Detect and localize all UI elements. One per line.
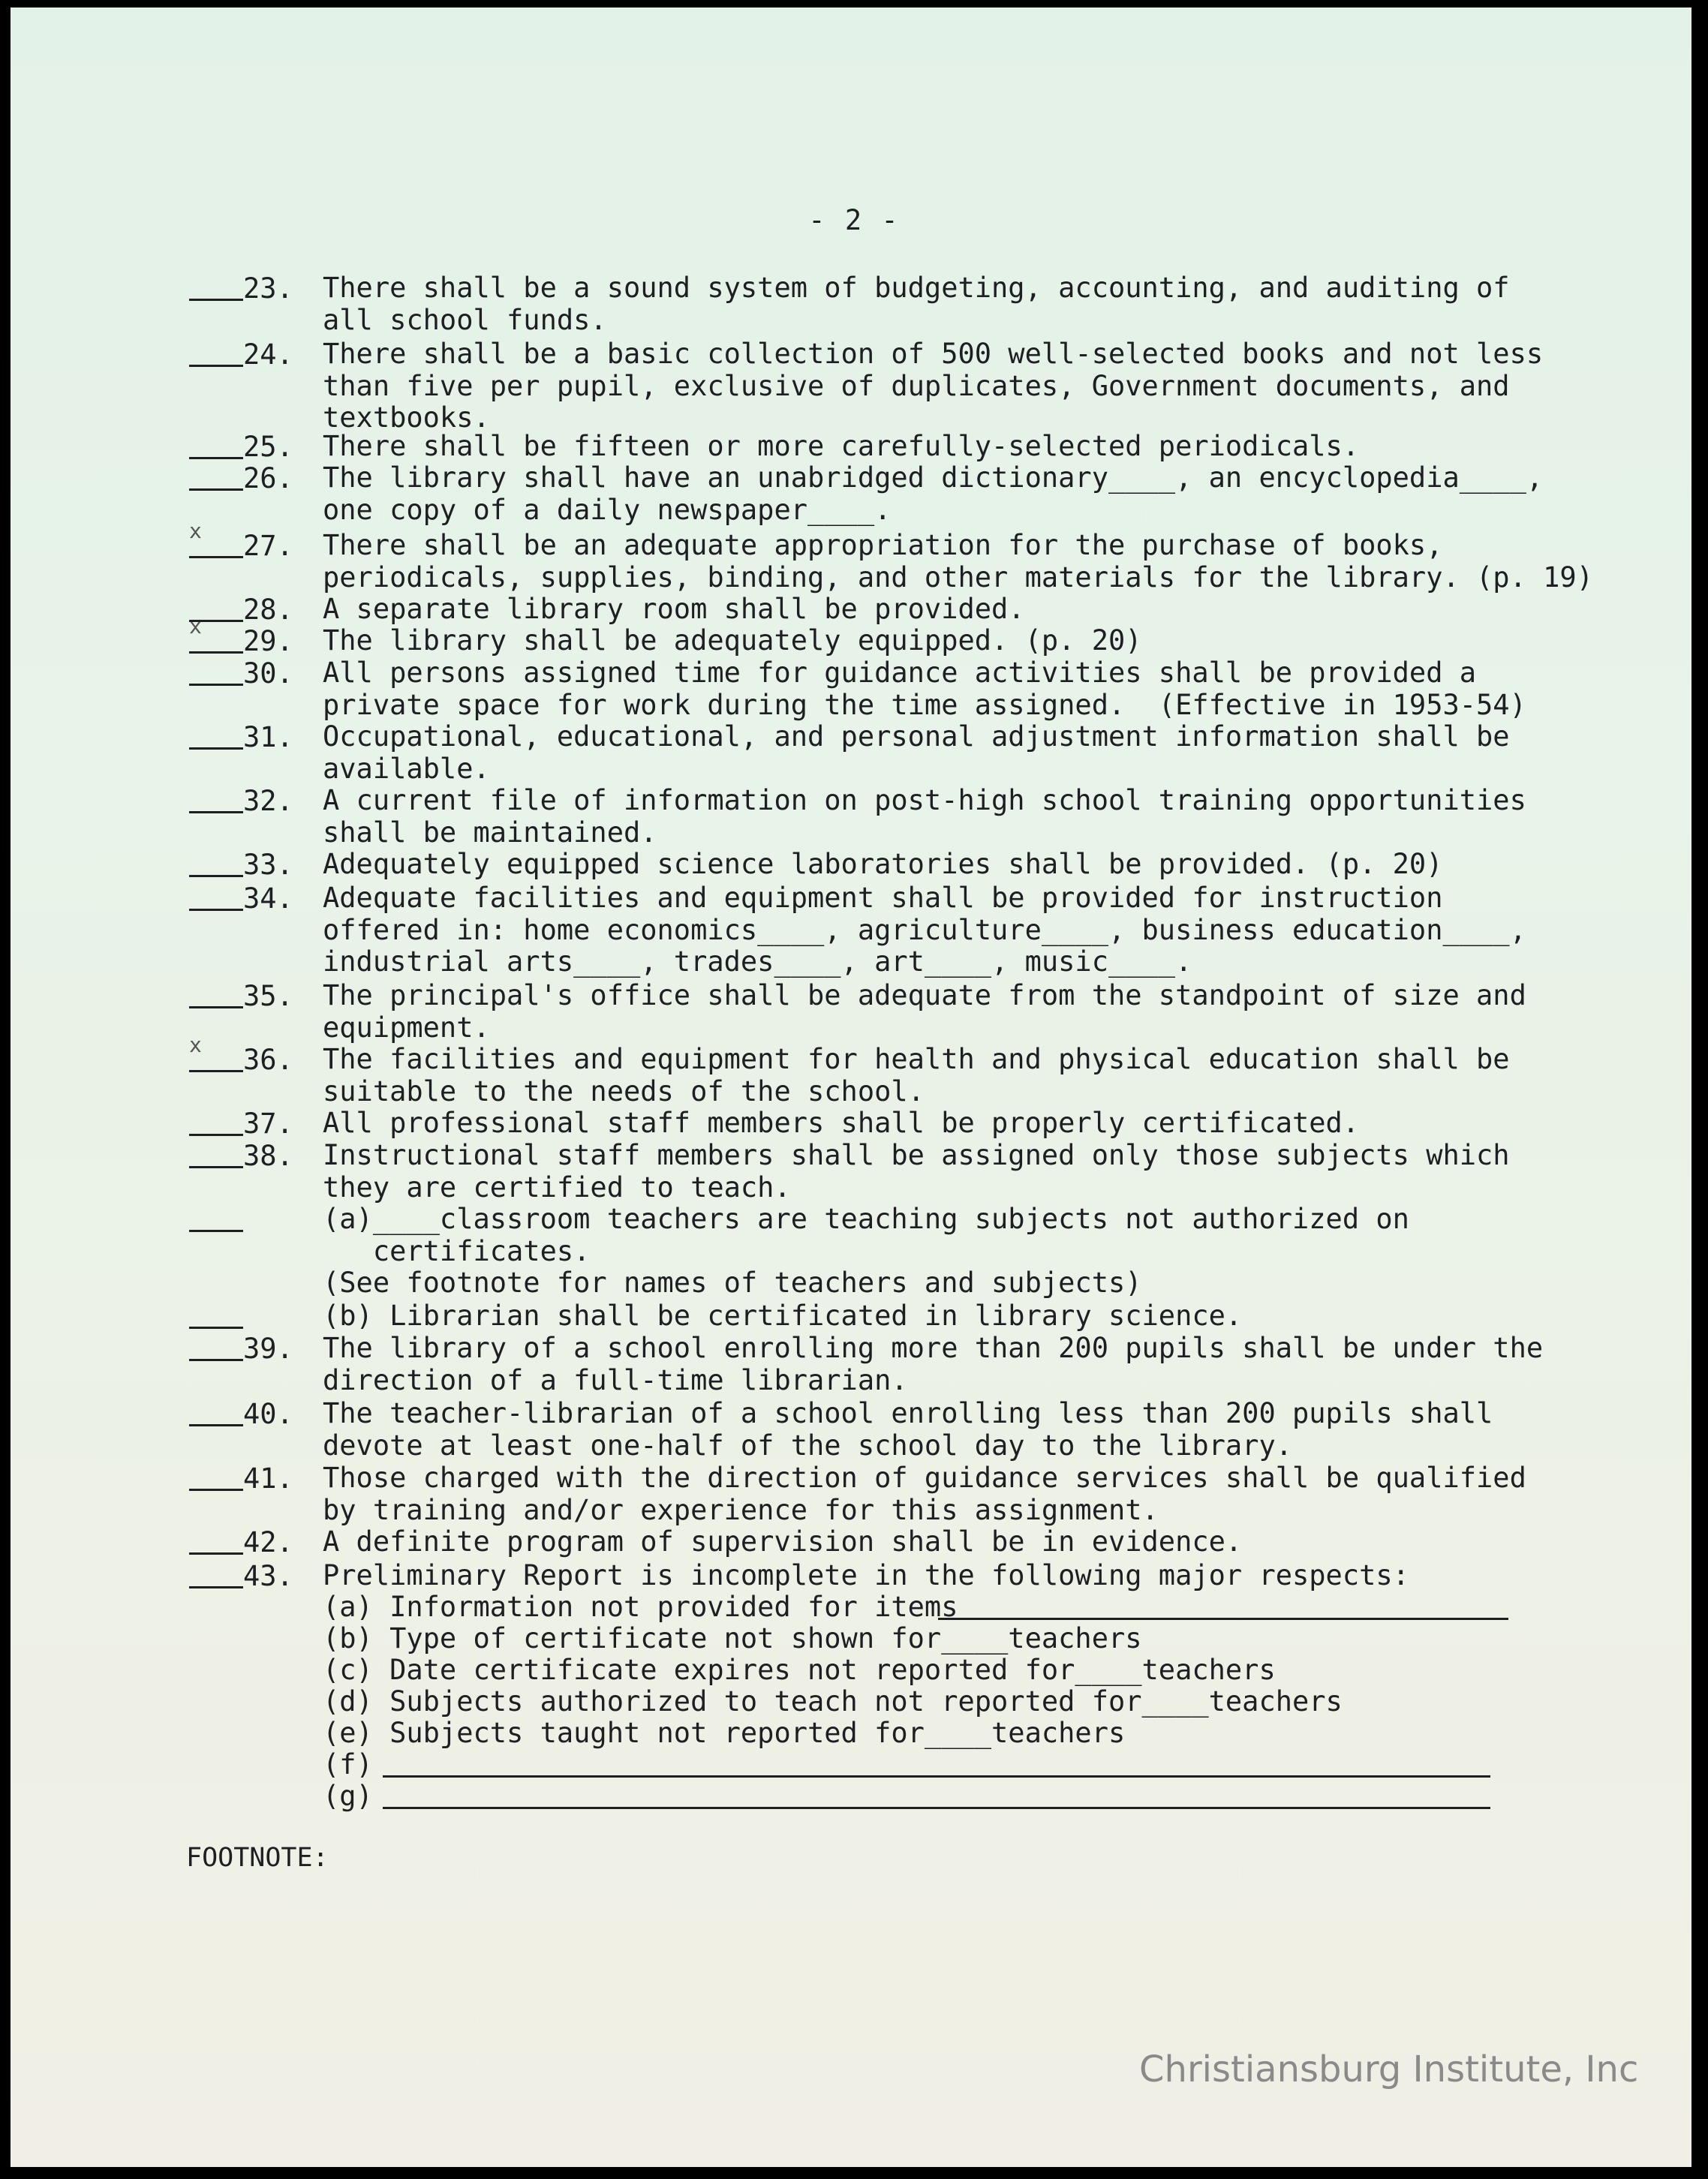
checklist-item-40 xyxy=(189,1397,293,1430)
subitem-a: (a) Information not provided for items xyxy=(323,1591,958,1623)
check-blank[interactable] xyxy=(189,979,243,1008)
check-blank[interactable] xyxy=(189,1139,243,1168)
checklist-item-38 xyxy=(189,1139,293,1172)
item-text-line: than five per pupil, exclusive of duplicates, Government documents, and xyxy=(323,369,1510,402)
answer-line[interactable] xyxy=(938,1618,1508,1620)
item-text-line: Occupational, educational, and personal adjustment information shall be xyxy=(323,720,1510,753)
item-text-line: Instructional staff members shall be assigned only those subjects which xyxy=(323,1139,1510,1171)
item-text-line: textbooks. xyxy=(323,401,490,434)
item-number: 32. xyxy=(243,785,293,817)
item-text-line: A definite program of supervision shall be in evidence. xyxy=(323,1525,1243,1558)
item-number: 33. xyxy=(243,849,293,881)
item-text-line: All professional staff members shall be properly certificated. xyxy=(323,1107,1360,1139)
check-blank[interactable] xyxy=(189,720,243,750)
check-blank[interactable] xyxy=(189,784,243,813)
checklist-item-31 xyxy=(189,720,293,753)
check-blank[interactable] xyxy=(189,1462,243,1491)
item-number: 40. xyxy=(243,1398,293,1430)
item-text-line: There shall be a basic collection of 500 well-selected books and not less xyxy=(323,338,1544,370)
item-text-line: one copy of a daily newspaper____. xyxy=(323,493,892,526)
item-number: 26. xyxy=(243,462,293,494)
item-text-line: There shall be fifteen or more carefully-selected periodicals. xyxy=(323,430,1360,462)
subitem-d: (d) Subjects authorized to teach not reported for____teachers xyxy=(323,1685,1343,1718)
item-text-line: Those charged with the direction of guidance services shall be qualified xyxy=(323,1462,1526,1494)
subitem-b: (b) Type of certificate not shown for____teachers xyxy=(323,1622,1142,1655)
item-text-line: Adequately equipped science laboratories shall be provided. (p. 20) xyxy=(323,848,1443,880)
item-number: 43. xyxy=(243,1560,293,1592)
check-blank[interactable] xyxy=(189,1332,243,1361)
checklist-item-27 xyxy=(189,518,293,562)
check-blank[interactable] xyxy=(189,461,243,491)
item-text-line: Preliminary Report is incomplete in the following major respects: xyxy=(323,1559,1409,1591)
item-text-line: equipment. xyxy=(323,1011,490,1044)
item-number: 25. xyxy=(243,431,293,463)
check-blank[interactable] xyxy=(189,848,243,877)
checklist-item-42 xyxy=(189,1525,293,1558)
footnote-label: FOOTNOTE: xyxy=(186,1843,329,1873)
item-text-line: A current file of information on post-high school training opportunities xyxy=(323,784,1526,816)
item-text-line: private space for work during the time assigned. (Effective in 1953-54) xyxy=(323,688,1526,721)
check-blank[interactable] xyxy=(189,430,243,459)
item-number: 39. xyxy=(243,1333,293,1365)
checklist-item-41 xyxy=(189,1462,293,1495)
item-text-line: direction of a full-time librarian. xyxy=(323,1363,908,1396)
item-text-line: The library of a school enrolling more than 200 pupils shall be under the xyxy=(323,1332,1544,1364)
item-text-line: they are certified to teach. xyxy=(323,1171,791,1204)
item-number: 24. xyxy=(243,338,293,371)
checklist-item-39 xyxy=(189,1332,293,1365)
checklist-item-37 xyxy=(189,1107,293,1140)
check-mark: x xyxy=(189,614,202,639)
item-text-line: There shall be a sound system of budgeting, accounting, and auditing of xyxy=(323,272,1510,304)
checklist-item-30 xyxy=(189,657,293,690)
page-number: - 2 - xyxy=(808,204,900,236)
check-blank[interactable] xyxy=(189,272,243,301)
check-blank[interactable] xyxy=(189,1203,243,1232)
item-number: 34. xyxy=(243,882,293,915)
answer-line[interactable] xyxy=(383,1775,1490,1778)
watermark: Christiansburg Institute, Inc xyxy=(1139,2048,1639,2090)
item-text-line: offered in: home economics____, agriculture____, business education____, xyxy=(323,913,1526,946)
item-text-line: The principal's office shall be adequate from the standpoint of size and xyxy=(323,979,1526,1011)
item-text-line: suitable to the needs of the school. xyxy=(323,1074,925,1108)
subitem-f: (f) xyxy=(323,1748,373,1781)
item-text-line: by training and/or experience for this assignment. xyxy=(323,1493,1159,1526)
checklist-item-24 xyxy=(189,338,293,371)
checklist-item-29 xyxy=(189,614,293,657)
check-blank[interactable] xyxy=(189,1300,243,1329)
item-text-line: The facilities and equipment for health and physical education shall be xyxy=(323,1043,1510,1075)
checklist-item-43 xyxy=(189,1559,293,1592)
item-text-line: Adequate facilities and equipment shall be provided for instruction xyxy=(323,882,1443,914)
item-text-line: All persons assigned time for guidance activities shall be provided a xyxy=(323,657,1477,689)
item-text-line: shall be maintained. xyxy=(323,816,657,849)
checklist-item-32 xyxy=(189,784,293,817)
item-text-line: There shall be an adequate appropriation for the purchase of books, xyxy=(323,529,1443,561)
subitem-g: (g) xyxy=(323,1780,373,1812)
item-number: 27. xyxy=(243,530,293,562)
check-mark: x xyxy=(189,1032,202,1057)
item-number: 23. xyxy=(243,272,293,305)
check-blank[interactable] xyxy=(189,882,243,911)
check-blank[interactable] xyxy=(189,338,243,367)
item-number: 36. xyxy=(243,1044,293,1076)
item-text-line: certificates. xyxy=(323,1234,591,1267)
item-text-line: (b) Librarian shall be certificated in library science. xyxy=(323,1300,1243,1332)
checklist-item-i38a xyxy=(189,1203,243,1236)
item-number: 35. xyxy=(243,980,293,1012)
item-text-line: (See footnote for names of teachers and subjects) xyxy=(323,1267,1142,1299)
check-blank[interactable] xyxy=(189,1525,243,1555)
checklist-item-34 xyxy=(189,882,293,915)
item-number: 37. xyxy=(243,1108,293,1140)
check-blank[interactable] xyxy=(189,657,243,686)
item-number: 31. xyxy=(243,721,293,753)
checklist-item-23 xyxy=(189,272,293,305)
item-text-line: available. xyxy=(323,752,490,785)
item-text-line: The library shall be adequately equipped. (p. 20) xyxy=(323,624,1142,657)
item-number: 42. xyxy=(243,1526,293,1558)
checklist-item-25 xyxy=(189,430,293,463)
item-text-line: (a)____classroom teachers are teaching subjects not authorized on xyxy=(323,1203,1409,1235)
checklist-item-i38b xyxy=(189,1300,243,1333)
checklist-item-33 xyxy=(189,848,293,881)
checklist-item-28 xyxy=(189,593,293,626)
subitem-e: (e) Subjects taught not reported for____teachers xyxy=(323,1717,1126,1749)
item-text-line: A separate library room shall be provided. xyxy=(323,593,1025,625)
item-number: 30. xyxy=(243,657,293,690)
item-number: 29. xyxy=(243,625,293,657)
checklist-item-36 xyxy=(189,1032,293,1076)
check-mark: x xyxy=(189,518,202,543)
item-number: 41. xyxy=(243,1462,293,1495)
item-text-line: all school funds. xyxy=(323,303,607,336)
checklist-item-26 xyxy=(189,461,293,494)
check-blank[interactable] xyxy=(189,1559,243,1588)
subitem-c: (c) Date certificate expires not reported for____teachers xyxy=(323,1654,1276,1686)
check-blank[interactable] xyxy=(189,1107,243,1136)
answer-line[interactable] xyxy=(383,1807,1490,1809)
item-text-line: The teacher-librarian of a school enrolling less than 200 pupils shall xyxy=(323,1397,1493,1429)
item-text-line: periodicals, supplies, binding, and other materials for the library. (p. 19) xyxy=(323,561,1593,594)
check-blank[interactable] xyxy=(189,1397,243,1426)
item-text-line: The library shall have an unabridged dictionary____, an encyclopedia____, xyxy=(323,461,1544,494)
item-text-line: devote at least one-half of the school day to the library. xyxy=(323,1429,1293,1462)
checklist-item-35 xyxy=(189,979,293,1012)
item-number: 38. xyxy=(243,1140,293,1172)
item-text-line: industrial arts____, trades____, art____, music____. xyxy=(323,945,1192,978)
item-number: 28. xyxy=(243,594,293,626)
